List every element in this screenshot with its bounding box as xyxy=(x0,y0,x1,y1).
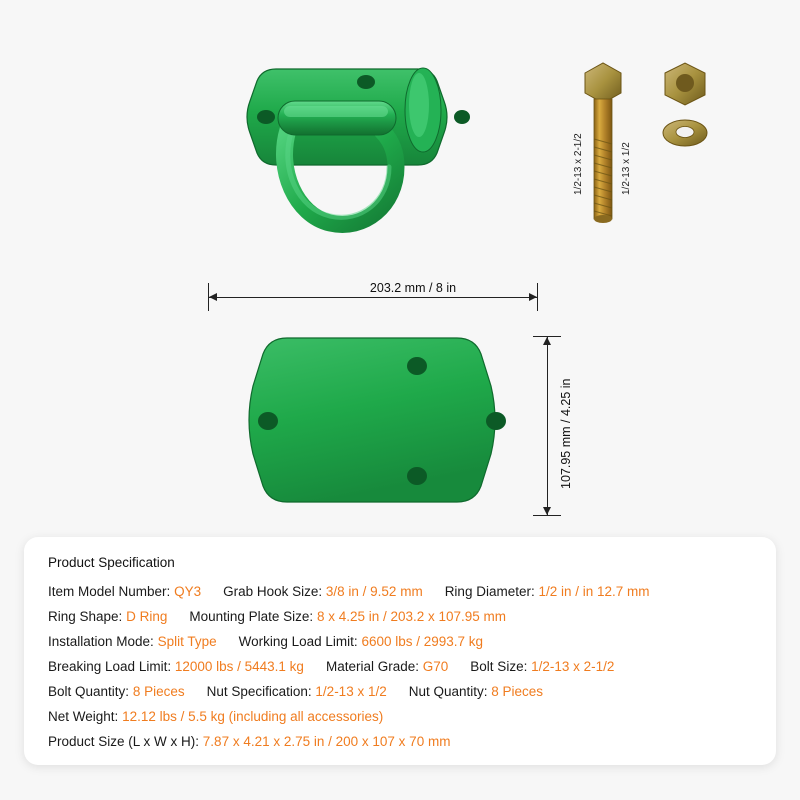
spec-item xyxy=(445,579,650,604)
spec-label: Mounting Plate Size: xyxy=(189,609,314,624)
spec-label: Ring Diameter: xyxy=(444,584,535,599)
arrow-left-icon xyxy=(209,293,217,301)
bolt-tip xyxy=(594,215,612,223)
spec-value: G70 xyxy=(422,659,449,674)
spec-label: Nut Specification: xyxy=(206,684,312,699)
spec-value: 1/2 in / in 12.7 mm xyxy=(538,584,650,599)
bolt-size-label: 1/2-13 x 2-1/2 xyxy=(573,133,584,195)
spec-value: Split Type xyxy=(157,634,217,649)
mounting-hole xyxy=(407,357,427,375)
spec-item xyxy=(326,654,448,679)
spec-row xyxy=(48,604,752,629)
mounting-hole xyxy=(407,467,427,485)
spec-label: Installation Mode: xyxy=(48,634,154,649)
spec-item xyxy=(189,604,506,629)
spec-row xyxy=(48,704,752,729)
spec-label: Material Grade: xyxy=(325,659,419,674)
height-dimension xyxy=(530,336,573,516)
spec-value: 8 x 4.25 in / 203.2 x 107.95 mm xyxy=(316,609,507,624)
washer-bore xyxy=(676,127,694,138)
spec-item xyxy=(48,654,304,679)
height-dimension-label: 107.95 mm / 4.25 in xyxy=(559,378,573,489)
mounting-hole xyxy=(454,110,470,124)
spec-item xyxy=(223,579,423,604)
spec-label: Bolt Size: xyxy=(470,659,528,674)
spec-item xyxy=(207,679,387,704)
spec-value: 6600 lbs / 2993.7 kg xyxy=(361,634,484,649)
spec-item xyxy=(239,629,483,654)
spec-label: Item Model Number: xyxy=(48,584,171,599)
spec-label: Ring Shape: xyxy=(48,609,123,624)
spec-value: 12.12 lbs / 5.5 kg (including all accessories) xyxy=(122,709,384,724)
spec-label: Working Load Limit: xyxy=(238,634,358,649)
spec-title: Product Specification xyxy=(48,555,175,570)
spec-label: Product Size (L x W x H): xyxy=(48,734,200,749)
spec-row xyxy=(48,729,752,754)
spec-value: D Ring xyxy=(126,609,168,624)
mounting-hole xyxy=(258,412,278,430)
spec-label: Grab Hook Size: xyxy=(223,584,323,599)
bolt-head xyxy=(585,63,621,103)
d-ring-tie-down-illustration xyxy=(218,55,518,255)
spec-item xyxy=(48,629,217,654)
spec-value: 7.87 x 4.21 x 2.75 in / 200 x 107 x 70 mm xyxy=(202,734,451,749)
width-dimension-label: 203.2 mm / 8 in xyxy=(328,281,498,295)
spec-label: Bolt Quantity: xyxy=(48,684,130,699)
mounting-plate-illustration xyxy=(225,330,525,520)
ring-crossbar-highlight xyxy=(284,106,388,117)
d-ring-plate-svg xyxy=(218,55,518,255)
arrow-down-icon xyxy=(543,507,551,515)
product-specification-card xyxy=(24,537,776,765)
fastener-svg xyxy=(545,55,720,255)
mounting-plate-body-bottom xyxy=(249,338,495,502)
spec-value: QY3 xyxy=(174,584,202,599)
spec-item xyxy=(48,679,185,704)
spec-label: Breaking Load Limit: xyxy=(48,659,172,674)
dimension-line xyxy=(208,297,538,298)
spec-label: Net Weight: xyxy=(48,709,119,724)
spec-value: 8 Pieces xyxy=(491,684,544,699)
spec-value: 1/2-13 x 2-1/2 xyxy=(531,659,615,674)
spec-item xyxy=(48,604,167,629)
spec-row xyxy=(48,629,752,654)
spec-row xyxy=(48,579,752,604)
width-dimension xyxy=(208,283,538,313)
spec-row xyxy=(48,654,752,679)
mounting-hole xyxy=(486,412,506,430)
spec-item xyxy=(48,579,201,604)
spec-value: 3/8 in / 9.52 mm xyxy=(325,584,423,599)
spec-item xyxy=(409,679,543,704)
arrow-right-icon xyxy=(529,293,537,301)
arrow-up-icon xyxy=(543,337,551,345)
dimension-line xyxy=(547,336,548,516)
spec-value: 1/2-13 x 1/2 xyxy=(315,684,387,699)
mounting-hole xyxy=(357,75,375,89)
hex-nut-bore xyxy=(676,74,694,92)
spec-value: 8 Pieces xyxy=(132,684,185,699)
spec-item xyxy=(48,704,383,729)
spec-item xyxy=(48,729,450,754)
spec-value: 12000 lbs / 5443.1 kg xyxy=(174,659,304,674)
spec-item xyxy=(470,654,614,679)
spec-label: Nut Quantity: xyxy=(408,684,488,699)
nut-size-label: 1/2-13 x 1/2 xyxy=(621,142,632,195)
spec-row xyxy=(48,679,752,704)
mounting-plate-svg xyxy=(225,330,525,520)
fastener-illustration xyxy=(545,55,720,255)
plate-boss-highlight xyxy=(409,73,429,137)
mounting-hole xyxy=(257,110,275,124)
